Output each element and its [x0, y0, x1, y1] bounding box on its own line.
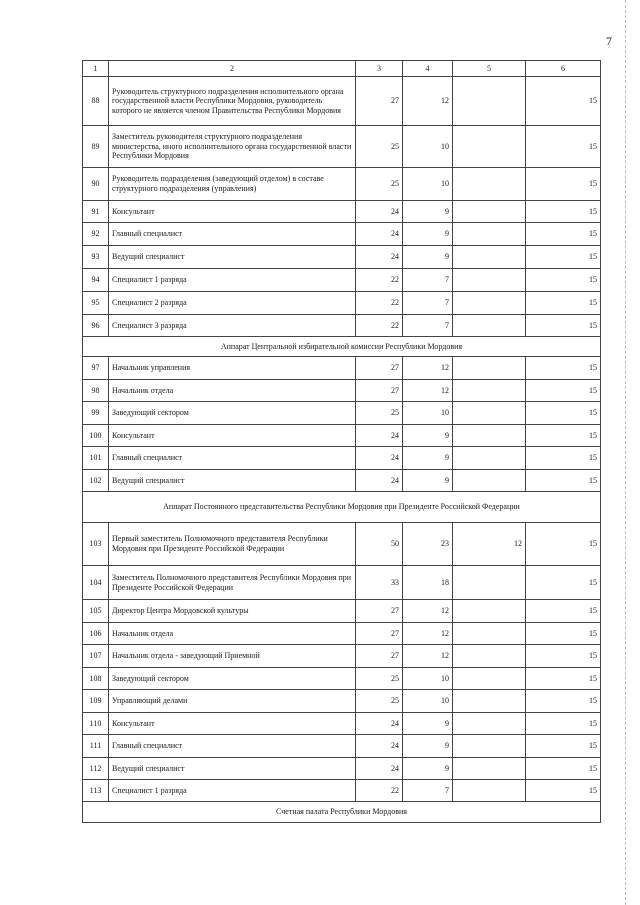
- position-name: Специалист 2 разряда: [109, 292, 356, 315]
- row-number: 95: [83, 292, 109, 315]
- position-name: Главный специалист: [109, 447, 356, 470]
- table-row: [83, 223, 601, 246]
- header-cell: 6: [526, 61, 601, 77]
- table-row: [83, 623, 601, 645]
- section-title: Аппарат Постоянного представительства Республики Мордовия при Президенте Российской Федерации: [83, 492, 601, 523]
- row-number: 109: [83, 690, 109, 713]
- row-number: 102: [83, 470, 109, 492]
- position-name: Главный специалист: [109, 223, 356, 246]
- position-name: Заведующий сектором: [109, 402, 356, 425]
- col6-value: 15: [526, 668, 601, 690]
- col6-value: 15: [526, 402, 601, 425]
- row-number: 90: [83, 168, 109, 201]
- header-cell: 2: [109, 61, 356, 77]
- col3-value: 25: [356, 402, 403, 425]
- row-number: 107: [83, 645, 109, 668]
- row-number: 92: [83, 223, 109, 246]
- header-cell: 4: [403, 61, 453, 77]
- col4-value: 7: [403, 269, 453, 292]
- col6-value: 15: [526, 168, 601, 201]
- col5-value: [453, 246, 526, 269]
- col4-value: 12: [403, 380, 453, 402]
- col4-value: 10: [403, 402, 453, 425]
- col3-value: 22: [356, 315, 403, 337]
- col3-value: 24: [356, 223, 403, 246]
- col6-value: 15: [526, 315, 601, 337]
- col5-value: [453, 690, 526, 713]
- col3-value: 22: [356, 269, 403, 292]
- section-title: Счетная палата Республики Мордовия: [83, 802, 601, 823]
- col6-value: 15: [526, 380, 601, 402]
- col6-value: 15: [526, 470, 601, 492]
- col3-value: 27: [356, 357, 403, 380]
- col6-value: 15: [526, 780, 601, 802]
- col4-value: 12: [403, 623, 453, 645]
- col4-value: 10: [403, 168, 453, 201]
- position-name: Руководитель структурного подразделения исполнительного органа государственной власти Республики Мордовия, руководитель которого не является членом Правительства Республики Мордовия: [109, 77, 356, 126]
- position-name: Начальник отдела: [109, 380, 356, 402]
- table-row: [83, 668, 601, 690]
- header-row: [83, 61, 601, 77]
- position-name: Специалист 1 разряда: [109, 269, 356, 292]
- row-number: 108: [83, 668, 109, 690]
- col6-value: 15: [526, 600, 601, 623]
- col5-value: [453, 447, 526, 470]
- position-name: Начальник отдела: [109, 623, 356, 645]
- table-row: [83, 470, 601, 492]
- row-number: 113: [83, 780, 109, 802]
- col5-value: [453, 623, 526, 645]
- col3-value: 27: [356, 380, 403, 402]
- col3-value: 50: [356, 523, 403, 566]
- col3-value: 27: [356, 600, 403, 623]
- position-name: Специалист 3 разряда: [109, 315, 356, 337]
- col5-value: [453, 758, 526, 780]
- table-row: [83, 713, 601, 735]
- table-row: [83, 402, 601, 425]
- col5-value: [453, 600, 526, 623]
- position-name: Консультант: [109, 713, 356, 735]
- section-row: [83, 337, 601, 357]
- col4-value: 9: [403, 758, 453, 780]
- col4-value: 7: [403, 780, 453, 802]
- row-number: 104: [83, 566, 109, 600]
- section-row: [83, 802, 601, 823]
- position-name: Специалист 1 разряда: [109, 780, 356, 802]
- col3-value: 25: [356, 668, 403, 690]
- position-name: Управляющий делами: [109, 690, 356, 713]
- col6-value: 15: [526, 126, 601, 168]
- col4-value: 9: [403, 447, 453, 470]
- position-name: Заместитель Полномочного представителя Республики Мордовия при Президенте Российской Федерации: [109, 566, 356, 600]
- row-number: 91: [83, 201, 109, 223]
- table-row: [83, 77, 601, 126]
- table-row: [83, 201, 601, 223]
- col6-value: 15: [526, 735, 601, 758]
- margin-rule: [625, 0, 626, 905]
- table-row: [83, 735, 601, 758]
- position-name: Заведующий сектором: [109, 668, 356, 690]
- col5-value: [453, 566, 526, 600]
- col6-value: 15: [526, 447, 601, 470]
- table-row: [83, 523, 601, 566]
- table-row: [83, 292, 601, 315]
- col6-value: 15: [526, 645, 601, 668]
- table-row: [83, 315, 601, 337]
- position-name: Руководитель подразделения (заведующий отделом) в составе структурного подразделения (управления): [109, 168, 356, 201]
- col5-value: [453, 292, 526, 315]
- col5-value: [453, 269, 526, 292]
- table-row: [83, 425, 601, 447]
- col4-value: 7: [403, 292, 453, 315]
- col3-value: 24: [356, 425, 403, 447]
- header-cell: 3: [356, 61, 403, 77]
- col5-value: [453, 645, 526, 668]
- table-row: [83, 758, 601, 780]
- col6-value: 15: [526, 246, 601, 269]
- col5-value: [453, 77, 526, 126]
- position-name: Первый заместитель Полномочного представителя Республики Мордовия при Президенте Российской Федерации: [109, 523, 356, 566]
- row-number: 94: [83, 269, 109, 292]
- col6-value: 15: [526, 77, 601, 126]
- col4-value: 9: [403, 425, 453, 447]
- col5-value: 12: [453, 523, 526, 566]
- col6-value: 15: [526, 566, 601, 600]
- col3-value: 25: [356, 690, 403, 713]
- col5-value: [453, 425, 526, 447]
- col3-value: 24: [356, 758, 403, 780]
- row-number: 96: [83, 315, 109, 337]
- table-row: [83, 126, 601, 168]
- row-number: 98: [83, 380, 109, 402]
- row-number: 97: [83, 357, 109, 380]
- table-row: [83, 447, 601, 470]
- col4-value: 12: [403, 645, 453, 668]
- row-number: 100: [83, 425, 109, 447]
- col4-value: 12: [403, 357, 453, 380]
- col3-value: 33: [356, 566, 403, 600]
- row-number: 112: [83, 758, 109, 780]
- col6-value: 15: [526, 292, 601, 315]
- col3-value: 25: [356, 126, 403, 168]
- col3-value: 22: [356, 780, 403, 802]
- col4-value: 9: [403, 713, 453, 735]
- col6-value: 15: [526, 523, 601, 566]
- header-cell: 1: [83, 61, 109, 77]
- col6-value: 15: [526, 269, 601, 292]
- col3-value: 22: [356, 292, 403, 315]
- col3-value: 27: [356, 645, 403, 668]
- col5-value: [453, 126, 526, 168]
- col4-value: 23: [403, 523, 453, 566]
- col4-value: 9: [403, 470, 453, 492]
- col4-value: 10: [403, 126, 453, 168]
- col5-value: [453, 357, 526, 380]
- table-row: [83, 690, 601, 713]
- row-number: 106: [83, 623, 109, 645]
- col5-value: [453, 223, 526, 246]
- salary-table: [82, 60, 601, 823]
- row-number: 88: [83, 77, 109, 126]
- row-number: 110: [83, 713, 109, 735]
- position-name: Начальник отдела - заведующий Приемной: [109, 645, 356, 668]
- col4-value: 10: [403, 690, 453, 713]
- col6-value: 15: [526, 201, 601, 223]
- col5-value: [453, 713, 526, 735]
- row-number: 111: [83, 735, 109, 758]
- col6-value: 15: [526, 758, 601, 780]
- col4-value: 9: [403, 735, 453, 758]
- row-number: 99: [83, 402, 109, 425]
- position-name: Консультант: [109, 425, 356, 447]
- col3-value: 24: [356, 201, 403, 223]
- col4-value: 9: [403, 201, 453, 223]
- col6-value: 15: [526, 713, 601, 735]
- row-number: 89: [83, 126, 109, 168]
- row-number: 93: [83, 246, 109, 269]
- table-row: [83, 780, 601, 802]
- col5-value: [453, 735, 526, 758]
- position-name: Заместитель руководителя структурного подразделения министерства, иного исполнительного органа государственной власти Республики Мордовия: [109, 126, 356, 168]
- section-row: [83, 492, 601, 523]
- position-name: Начальник управления: [109, 357, 356, 380]
- position-name: Консультант: [109, 201, 356, 223]
- page-number: 7: [606, 34, 612, 48]
- col4-value: 18: [403, 566, 453, 600]
- col3-value: 24: [356, 470, 403, 492]
- col3-value: 27: [356, 77, 403, 126]
- col5-value: [453, 201, 526, 223]
- header-cell: 5: [453, 61, 526, 77]
- col3-value: 24: [356, 246, 403, 269]
- row-number: 105: [83, 600, 109, 623]
- col6-value: 15: [526, 690, 601, 713]
- position-name: Ведущий специалист: [109, 470, 356, 492]
- col3-value: 24: [356, 447, 403, 470]
- col4-value: 12: [403, 77, 453, 126]
- section-title: Аппарат Центральной избирательной комиссии Республики Мордовия: [83, 337, 601, 357]
- col4-value: 9: [403, 223, 453, 246]
- col4-value: 10: [403, 668, 453, 690]
- col3-value: 24: [356, 713, 403, 735]
- col4-value: 7: [403, 315, 453, 337]
- col5-value: [453, 668, 526, 690]
- col3-value: 24: [356, 735, 403, 758]
- table-row: [83, 269, 601, 292]
- table-row: [83, 600, 601, 623]
- col4-value: 9: [403, 246, 453, 269]
- position-name: Ведущий специалист: [109, 758, 356, 780]
- table-row: [83, 645, 601, 668]
- row-number: 103: [83, 523, 109, 566]
- row-number: 101: [83, 447, 109, 470]
- position-name: Ведущий специалист: [109, 246, 356, 269]
- col5-value: [453, 315, 526, 337]
- col3-value: 25: [356, 168, 403, 201]
- col6-value: 15: [526, 357, 601, 380]
- col5-value: [453, 168, 526, 201]
- col4-value: 12: [403, 600, 453, 623]
- position-name: Главный специалист: [109, 735, 356, 758]
- col5-value: [453, 380, 526, 402]
- table-row: [83, 246, 601, 269]
- col6-value: 15: [526, 623, 601, 645]
- table-row: [83, 566, 601, 600]
- col3-value: 27: [356, 623, 403, 645]
- table-row: [83, 357, 601, 380]
- col5-value: [453, 470, 526, 492]
- position-name: Директор Центра Мордовской культуры: [109, 600, 356, 623]
- col6-value: 15: [526, 425, 601, 447]
- col5-value: [453, 780, 526, 802]
- col5-value: [453, 402, 526, 425]
- table-row: [83, 168, 601, 201]
- table-row: [83, 380, 601, 402]
- col6-value: 15: [526, 223, 601, 246]
